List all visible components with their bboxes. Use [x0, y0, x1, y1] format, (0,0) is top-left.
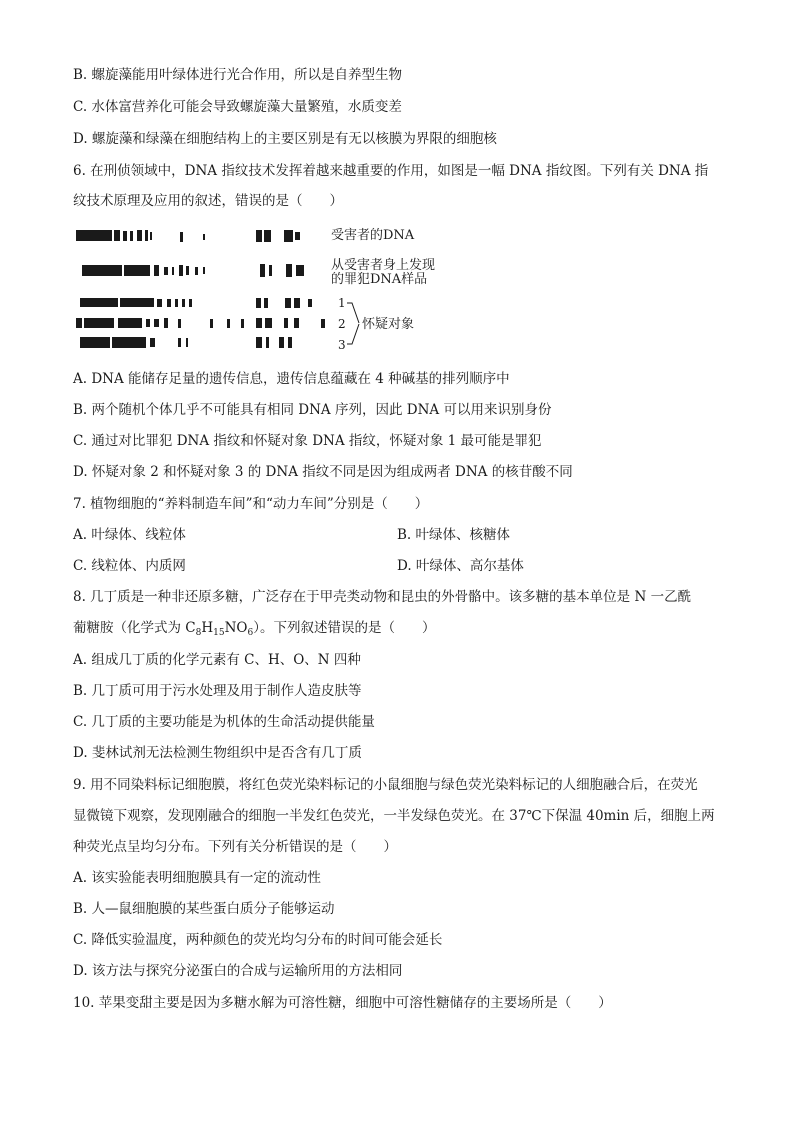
suspect-3-bands: [80, 337, 292, 348]
q8-option-b: B. 几丁质可用于污水处理及用于制作人造皮肤等: [73, 683, 362, 699]
q9-option-b: B. 人—鼠细胞膜的某些蛋白质分子能够运动: [73, 901, 335, 917]
q8-stem-line1: 8. 几丁质是一种非还原多糖，广泛存在于甲壳类动物和昆虫的外骨骼中。该多糖的基本单位是 N 一乙酰: [73, 589, 692, 605]
label-criminal-sample-line1: 从受害者身上发现: [331, 258, 436, 273]
q9-stem-line1: 9. 用不同染料标记细胞膜，将红色荧光染料标记的小鼠细胞与绿色荧光染料标记的人细胞融合后，在荧光: [73, 777, 698, 793]
label-victim-dna: 受害者的DNA: [331, 228, 415, 243]
q8-stem-line2: [73, 619, 435, 637]
q5-option-c: C. 水体富营养化可能会导致螺旋藻大量繁殖，水质变差: [73, 99, 402, 115]
q9-option-a: A. 该实验能表明细胞膜具有一定的流动性: [73, 870, 321, 886]
suspect-number-1: 1: [338, 296, 346, 310]
suspect-number-2: 2: [338, 317, 346, 331]
q8-formula-sub-8: 8: [195, 628, 202, 638]
q8-option-a: A. 组成几丁质的化学元素有 C、H、O、N 四种: [73, 652, 361, 668]
label-suspects: 怀疑对象: [362, 317, 415, 332]
q5-option-d: D. 螺旋藻和绿藻在细胞结构上的主要区别是有无以核膜为界限的细胞核: [73, 131, 497, 147]
q6-stem-line2: 纹技术原理及应用的叙述，错误的是（ ）: [73, 193, 343, 209]
q7-option-b: B. 叶绿体、核糖体: [397, 527, 511, 543]
q10-stem: 10. 苹果变甜主要是因为多糖水解为可溶性糖，细胞中可溶性糖储存的主要场所是（ ）: [73, 995, 612, 1011]
q8-stem-text-a: 葡糖胺（化学式为 C: [73, 620, 196, 636]
q8-formula-h: H: [201, 620, 214, 636]
q5-option-b: B. 螺旋藻能用叶绿体进行光合作用，所以是自养型生物: [73, 67, 403, 83]
criminal-sample-bands: [82, 264, 304, 277]
suspect-bracket: [347, 303, 359, 344]
label-criminal-sample-line2: 的罪犯DNA样品: [331, 272, 428, 287]
q8-option-d: D. 斐林试剂无法检测生物组织中是否含有几丁质: [73, 745, 362, 761]
q7-stem: 7. 植物细胞的“养料制造车间”和“动力车间”分别是（ ）: [73, 496, 429, 512]
q9-option-d: D. 该方法与探究分泌蛋白的合成与运输所用的方法相同: [73, 963, 403, 979]
q6-option-a: A. DNA 能储存足量的遗传信息，遗传信息蕴藏在 4 种碱基的排列顺序中: [73, 371, 510, 387]
q7-option-a: A. 叶绿体、线粒体: [73, 527, 186, 543]
q9-option-c: C. 降低实验温度，两种颜色的荧光均匀分布的时间可能会延长: [73, 932, 443, 948]
suspect-1-bands: [80, 298, 312, 308]
q7-option-d: D. 叶绿体、高尔基体: [397, 558, 524, 574]
q6-option-c: C. 通过对比罪犯 DNA 指纹和怀疑对象 DNA 指纹，怀疑对象 1 最可能是罪犯: [73, 433, 542, 449]
victim-dna-bands: [76, 230, 300, 242]
q8-formula-sub-15: 15: [213, 628, 225, 638]
q6-option-d: D. 怀疑对象 2 和怀疑对象 3 的 DNA 指纹不同是因为组成两者 DNA 的核苷酸不同: [73, 464, 573, 480]
suspect-number-3: 3: [338, 338, 346, 352]
q8-formula-sub-6: 6: [247, 628, 254, 638]
q9-stem-line3: 种荧光点呈均匀分布。下列有关分析错误的是（ ）: [73, 839, 397, 855]
q7-option-c: C. 线粒体、内质网: [73, 558, 186, 574]
dna-fingerprint-figure: [74, 224, 474, 354]
suspect-2-bands: [76, 318, 325, 328]
q8-stem-text-b: ）。下列叙述错误的是（ ）: [253, 620, 436, 636]
q6-stem-line1: 6. 在刑侦领域中，DNA 指纹技术发挥着越来越重要的作用，如图是一幅 DNA 指纹图。下列有关 DNA 指: [73, 163, 709, 179]
q9-stem-line2: 显微镜下观察，发现刚融合的细胞一半发红色荧光，一半发绿色荧光。在 37℃下保温 40min 后，细胞上两: [73, 808, 715, 824]
q6-option-b: B. 两个随机个体几乎不可能具有相同 DNA 序列，因此 DNA 可以用来识别身份: [73, 402, 552, 418]
q8-formula-no: NO: [224, 620, 248, 636]
q8-option-c: C. 几丁质的主要功能是为机体的生命活动提供能量: [73, 714, 375, 730]
